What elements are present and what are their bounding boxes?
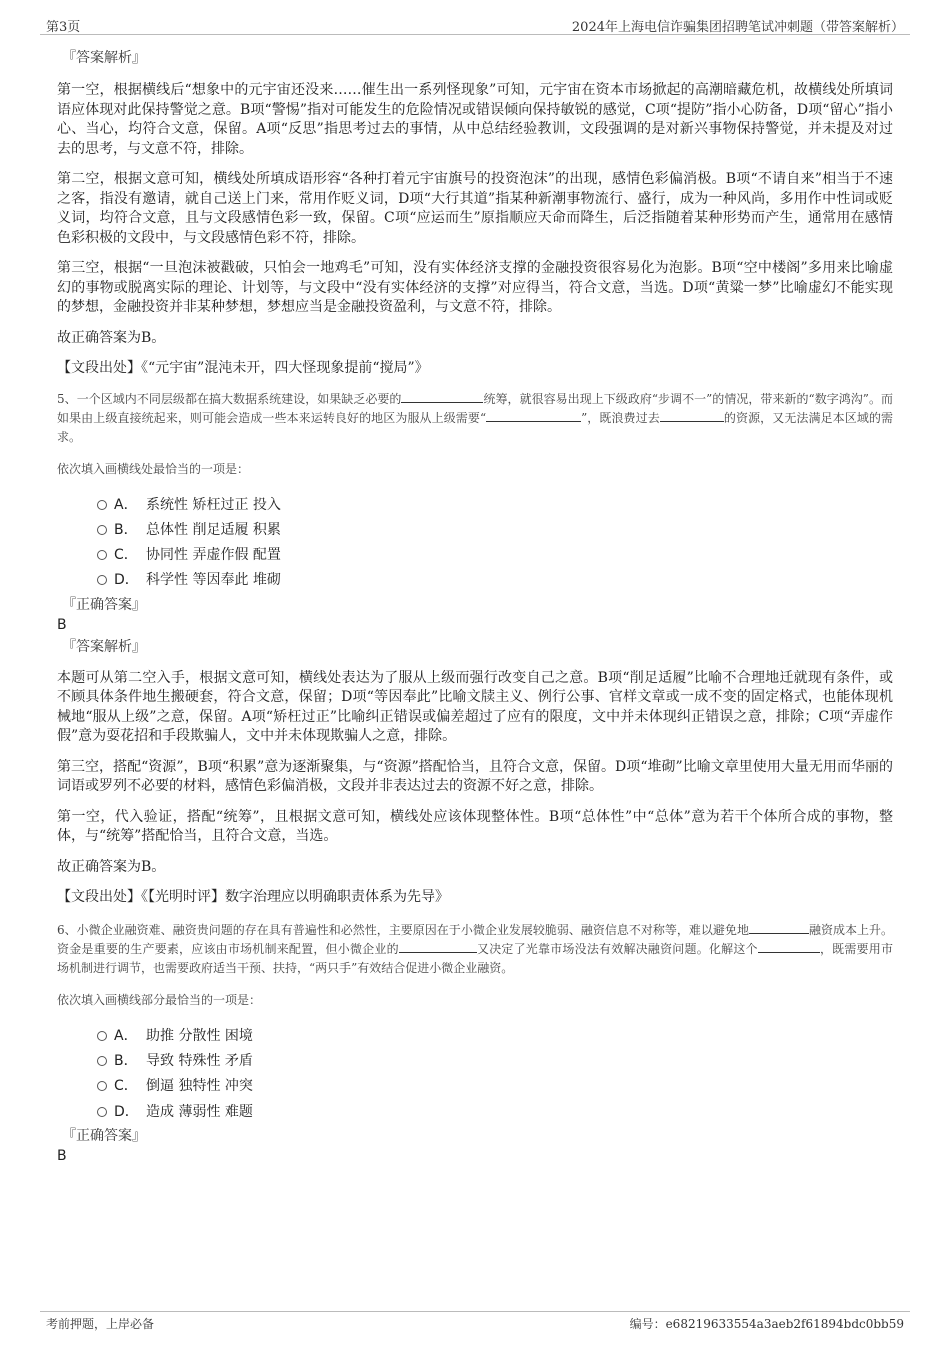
question-6-options [57, 1025, 893, 1126]
fill-blank [486, 409, 581, 422]
analysis-paragraph: 第三空，搭配“资源”，B项“积累”意为逐渐聚集，与“资源”搭配恰当，且符合文意，保留。D项“堆砌”比喻文章里使用大量无用而华丽的词语或罗列不必要的材料，感情色彩偏消极，文段并非表达过去的资源不好之意，排除。 [57, 758, 893, 795]
correct-answer-label: 『正确答案』 [62, 1127, 146, 1144]
option-b[interactable]: B． 导致 特殊性 矛盾 [57, 1050, 893, 1075]
header-divider [40, 34, 910, 35]
document-body [57, 46, 893, 1168]
question-5-instruction: 依次填入画横线处最恰当的一项是： [57, 461, 250, 476]
correct-answer-label: 『正确答案』 [62, 596, 146, 613]
question-6-instruction: 依次填入画横线部分最恰当的一项是： [57, 992, 262, 1007]
analysis-paragraph: 第一空，根据横线后“想象中的元宇宙还没来……催生出一系列怪现象”可知，元宇宙在资本市场掀起的高潮暗藏危机，故横线处所填词语应体现对此保持警觉之意。B项“警惕”指对可能发生的危险情况或错误倾向保持敏锐的感觉，C项“提防”指小心防备，D项“留心”指小心、当心，均符合文意，保留。A项“反思”指思考过去的事情，从中总结经验教训，文段强调的是对新兴事物保持警觉，并未提及对过去的思考，与文意不符，排除。 [57, 82, 893, 157]
radio-icon[interactable] [97, 1031, 107, 1041]
correct-answer: B [57, 1147, 67, 1164]
question-6-stem: 6、小微企业融资难、融资贵问题的存在具有普遍性和必然性，主要原因在于小微企业发展较脆弱、融资信息不对称等，难以避免地 融资成本上升。资金是重要的生产要素，应该由市场机制来配置，但小微企业的 又决定了光靠市场没法有效解决融资问题。化解这个 ，既需要用市场机制进行调节，也需要政府适当干预、扶持，“两只手”有效结合促进小微企业融资。 [57, 922, 893, 975]
radio-icon[interactable] [97, 575, 107, 585]
option-b[interactable]: B． 总体性 削足适履 积累 [57, 519, 893, 544]
analysis-paragraph: 第一空，代入验证，搭配“统筹”，且根据文意可知，横线处应该体现整体性。B项“总体性”中“总体”意为若干个体所合成的事物，整体，与“统筹”搭配恰当，且符合文意，当选。 [57, 808, 893, 845]
fill-blank [758, 940, 820, 953]
analysis-paragraph: 本题可从第二空入手，根据文意可知，横线处表达为了服从上级而强行改变自己之意。B项“削足适履”比喻不合理地迁就现有条件，或不顾具体条件地生搬硬套，符合文意，保留；D项“等因奉此”比喻文牍主义、例行公事、官样文章或一成不变的固定格式，也能体现机械地“服从上级”之意，保留。A项“矫枉过正”比喻纠正错误或偏差超过了应有的限度，文中并未体现纠正错误之意，排除；C项“弄虚作假”意为耍花招和手段欺骗人，文中并未体现欺骗人之意，排除。 [57, 669, 893, 745]
source-citation: 【文段出处】《“元宇宙”混沌未开，四大怪现象提前“搅局”》 [57, 360, 429, 376]
document-id: 编号：e68219633554a3aeb2f61894bdc0bb59 [629, 1317, 904, 1331]
footer-slogan: 考前押题，上岸必备 [46, 1317, 155, 1331]
analysis-label: 『答案解析』 [62, 638, 146, 655]
option-c[interactable]: C． 协同性 弄虚作假 配置 [57, 544, 893, 569]
radio-icon[interactable] [97, 1107, 107, 1117]
correct-answer: B [57, 616, 67, 633]
analysis-paragraph: 第三空，根据“一旦泡沫被戳破，只怕会一地鸡毛”可知，没有实体经济支撑的金融投资很容易化为泡影。B项“空中楼阁”多用来比喻虚幻的事物或脱离实际的理论、计划等，与文段中“没有实体经济的支撑”对应得当，符合文意，当选。D项“黄粱一梦”比喻虚幻不能实现的梦想，金融投资并非某种梦想，梦想应当是金融投资盈利，与文意不符，排除。 [57, 260, 893, 315]
question-5-stem: 5、一个区域内不同层级都在搞大数据系统建设，如果缺乏必要的 统筹，就很容易出现上下级政府“步调不一”的情况，带来新的“数字鸿沟”。而如果由上级直接统起来，则可能会造成一些本来运转良好的地区为服从上级需要“ ”，既浪费过去 的资源，又无法满足本区域的需求。 [57, 391, 893, 444]
page-header [0, 0, 950, 38]
option-a[interactable]: A． 系统性 矫枉过正 投入 [57, 494, 893, 519]
fill-blank [399, 940, 477, 953]
source-citation: 【文段出处】《【光明时评】数字治理应以明确职责体系为先导》 [57, 889, 449, 906]
radio-icon[interactable] [97, 1081, 107, 1091]
answer-conclusion: 故正确答案为B。 [57, 329, 166, 346]
document-title: 2024年上海电信诈骗集团招聘笔试冲刺题（带答案解析） [571, 20, 904, 35]
fill-blank [749, 921, 809, 934]
radio-icon[interactable] [97, 550, 107, 560]
fill-blank [401, 390, 483, 403]
radio-icon[interactable] [97, 500, 107, 510]
page-number: 第3页 [46, 20, 81, 35]
option-a[interactable]: A． 助推 分散性 困境 [57, 1025, 893, 1050]
radio-icon[interactable] [97, 525, 107, 535]
radio-icon[interactable] [97, 1056, 107, 1066]
page-footer [0, 1305, 950, 1345]
option-d[interactable]: D． 科学性 等因奉此 堆砌 [57, 569, 893, 594]
footer-divider [40, 1311, 910, 1312]
fill-blank [660, 409, 724, 422]
question-5-options [57, 494, 893, 595]
analysis-label: 『答案解析』 [62, 50, 146, 66]
option-d[interactable]: D． 造成 薄弱性 难题 [57, 1101, 893, 1126]
option-c[interactable]: C． 倒逼 独特性 冲突 [57, 1075, 893, 1100]
answer-conclusion: 故正确答案为B。 [57, 858, 166, 875]
analysis-paragraph: 第二空，根据文意可知，横线处所填成语形容“各种打着元宇宙旗号的投资泡沫”的出现，感情色彩偏消极。B项“不请自来”相当于不速之客，指没有邀请，就自己送上门来，常用作贬义词，D项“大行其道”指某种新潮事物流行、盛行，成为一种风尚，多用作中性词或贬义词，均符合文意，且与文段感情色彩一致，保留。C项“应运而生”原指顺应天命而降生，后泛指随着某种形势而产生，通常用在感情色彩积极的文段中，与文段感情色彩不符，排除。 [57, 171, 893, 246]
